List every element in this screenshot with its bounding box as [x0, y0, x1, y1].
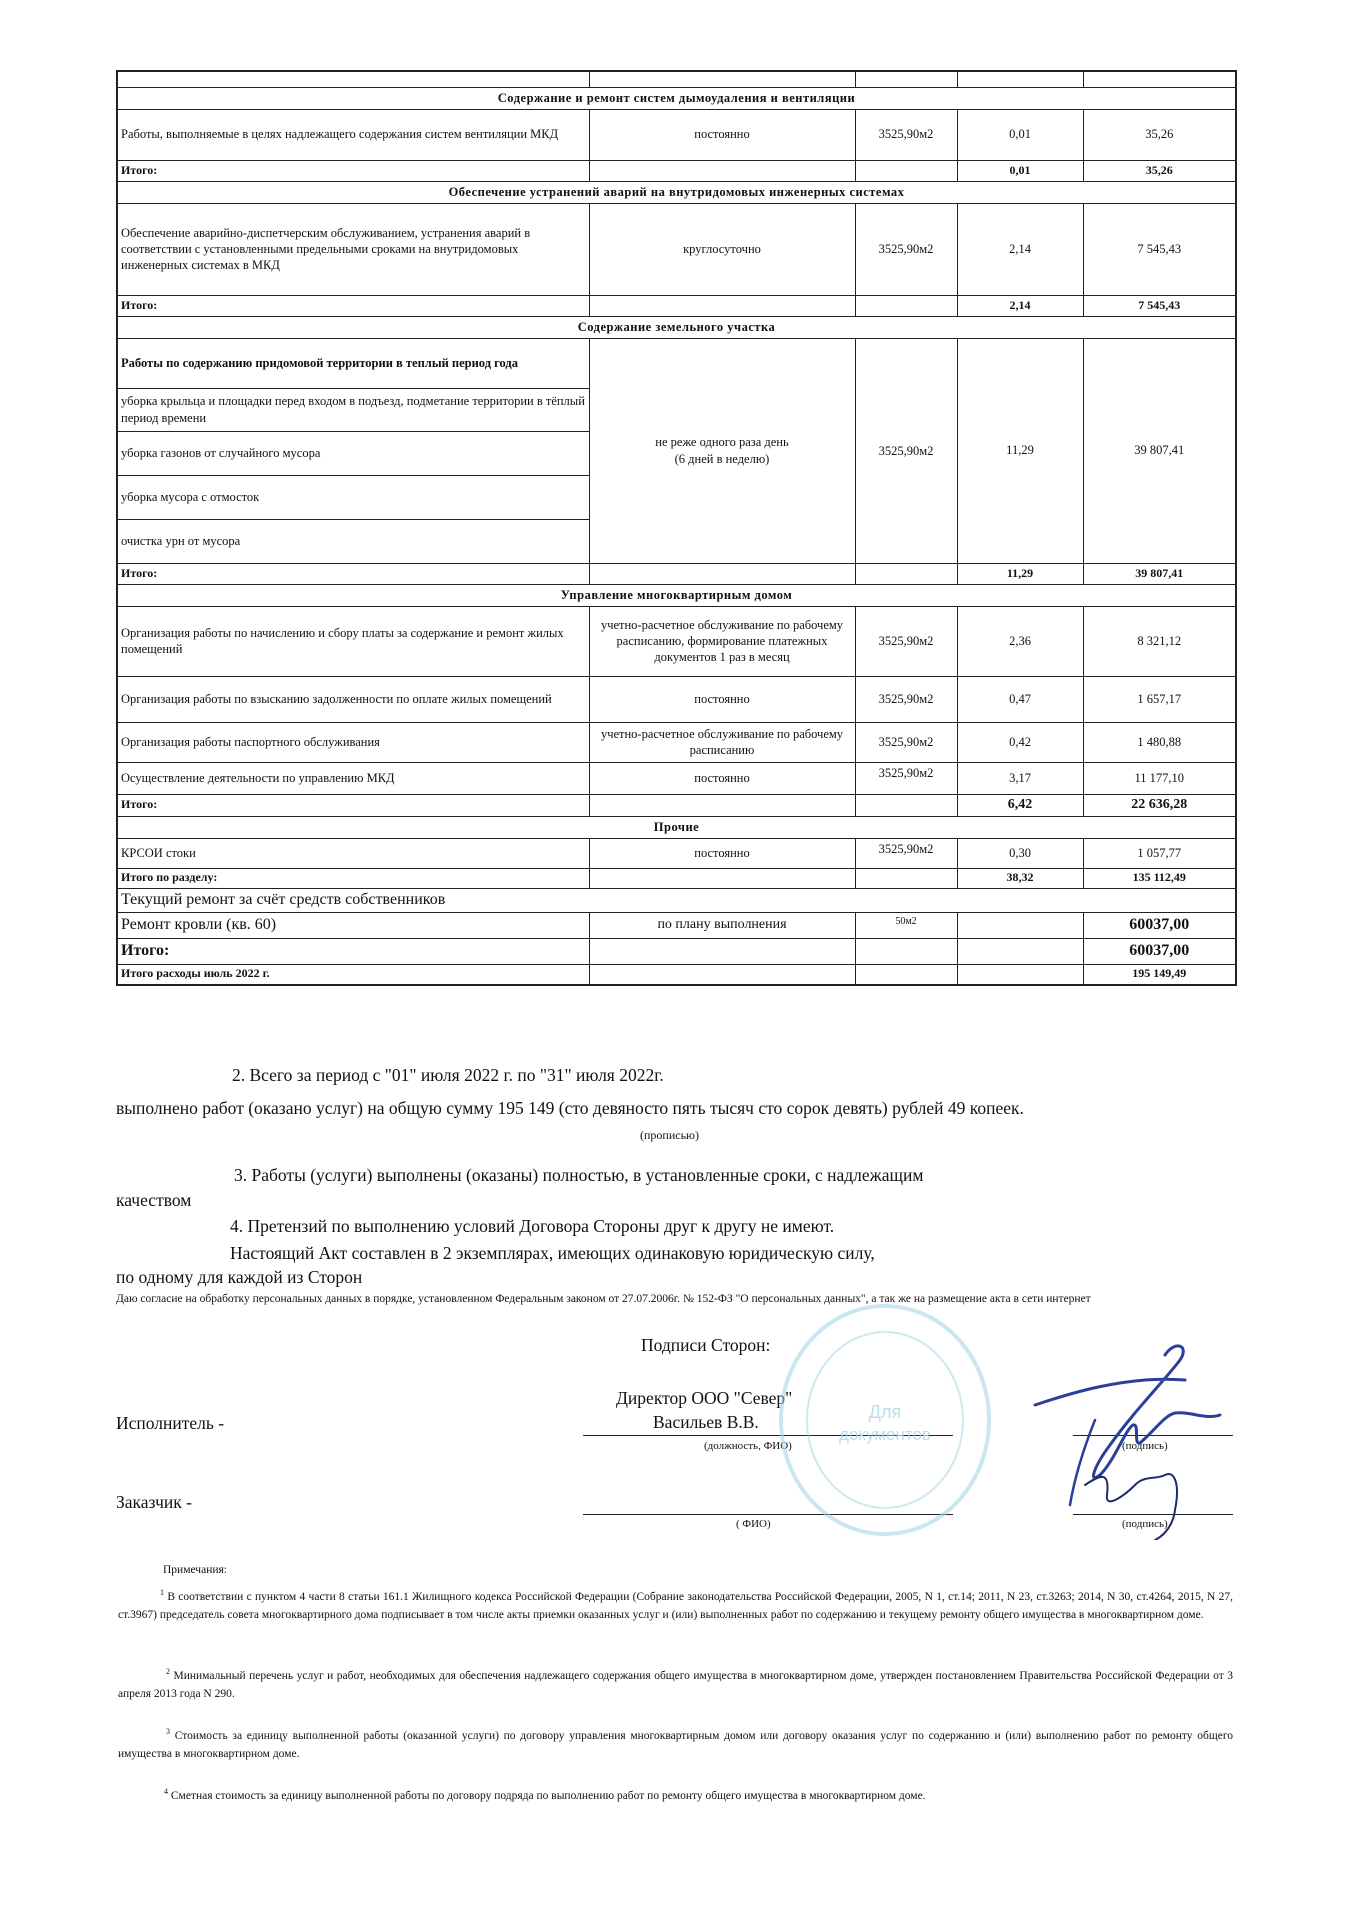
rate-cell: 2,36 — [957, 606, 1083, 676]
grand-total-label: Итого расходы июль 2022 г. — [117, 964, 589, 985]
grand-total-sum: 195 149,49 — [1083, 964, 1236, 985]
personal-data-consent: Даю согласие на обработку персональных данных в порядке, установленном Федеральным законом от 27.07.2006г. № 152-ФЗ "О персональных данных", а так же на размещение акта в сети интернет — [116, 1293, 1091, 1305]
total-rate: 0,01 — [957, 160, 1083, 181]
table-row — [117, 722, 1236, 762]
executor-label: Исполнитель - — [116, 1413, 225, 1433]
total-row — [117, 563, 1236, 584]
frequency-cell: постоянно — [589, 762, 855, 794]
company-stamp — [775, 1300, 995, 1540]
total-row — [117, 160, 1236, 181]
rate-cell: 0,30 — [957, 838, 1083, 868]
area-cell: 3525,90м2 — [855, 722, 957, 762]
note-3 — [118, 1726, 1233, 1763]
section-header — [117, 87, 1236, 109]
note-4-text: Сметная стоимость за единицу выполненной работы по договору подряда по выполнению работ по ремонту общего имущества в многоквартирном доме. — [170, 1789, 926, 1802]
area-cell: 3525,90м2 — [855, 338, 957, 563]
frequency-cell: по плану выполнения — [589, 912, 855, 938]
work-item-cell: уборка мусора с отмосток — [117, 475, 589, 519]
grand-total-row — [117, 964, 1236, 985]
frequency-cell: постоянно — [589, 838, 855, 868]
frequency-cell: постоянно — [589, 109, 855, 160]
note-3-text: Стоимость за единицу выполненной работы (оказанной услуги) по договору управления многоквартирным домом или договору оказания услуг по содержанию и (или) выполнению работ по ремонту общего имущества в многоквартирном доме. — [118, 1729, 1233, 1760]
work-item-cell: уборка газонов от случайного мусора — [117, 431, 589, 475]
customer-label: Заказчик - — [116, 1492, 192, 1512]
work-name-cell: Организация работы паспортного обслуживания — [117, 722, 589, 762]
note-2 — [118, 1666, 1233, 1703]
sum-cell: 8 321,12 — [1083, 606, 1236, 676]
total-label: Итого: — [117, 160, 589, 181]
table-row — [117, 838, 1236, 868]
note-2-text: Минимальный перечень услуг и работ, необходимых для обеспечения надлежащего содержания общего имущества в многоквартирном доме, утвержден постановлением Правительства Российской Федерации от 3 апреля 2013 года N 290. — [118, 1669, 1234, 1700]
sum-cell: 7 545,43 — [1083, 203, 1236, 295]
area-cell: 3525,90м2 — [855, 203, 957, 295]
rate-cell: 11,29 — [957, 338, 1083, 563]
table-row — [117, 676, 1236, 722]
total-rate: 6,42 — [957, 794, 1083, 816]
area-cell: 3525,90м2 — [855, 676, 957, 722]
total-label: Итого: — [117, 794, 589, 816]
work-name-cell: Обеспечение аварийно-диспетчерским обслуживанием, устранения аварий в соответствии с установленными предельными сроками на внутридомовых инженерных системах в МКД — [117, 203, 589, 295]
total-rate: 11,29 — [957, 563, 1083, 584]
work-name-cell: Организация работы по начислению и сбору платы за содержание и ремонт жилых помещений — [117, 606, 589, 676]
customer-caption: ( ФИО) — [736, 1518, 771, 1530]
work-item-cell: уборка крыльца и площадки перед входом в подъезд, подметание территории в тёплый период времени — [117, 388, 589, 431]
table-row — [117, 203, 1236, 295]
total-row — [117, 794, 1236, 816]
note-1-number: 1 — [160, 1588, 164, 1597]
total-row — [117, 295, 1236, 316]
total-sum: 7 545,43 — [1083, 295, 1236, 316]
section-header — [117, 316, 1236, 338]
rate-cell: 0,47 — [957, 676, 1083, 722]
total-label: Итого: — [117, 295, 589, 316]
rate-cell: 2,14 — [957, 203, 1083, 295]
total-sum: 39 807,41 — [1083, 563, 1236, 584]
table-row — [117, 338, 1236, 388]
note-4 — [118, 1786, 1233, 1806]
section-title: Обеспечение устранений аварий на внутридомовых инженерных системах — [117, 181, 1236, 203]
group-header-cell: Работы по содержанию придомовой территории в теплый период года — [117, 338, 589, 388]
sum-cell: 11 177,10 — [1083, 762, 1236, 794]
sum-cell: 39 807,41 — [1083, 338, 1236, 563]
total-sum: 22 636,28 — [1083, 794, 1236, 816]
section-header — [117, 584, 1236, 606]
total-row — [117, 938, 1236, 964]
executor-position: Директор ООО "Север" — [616, 1388, 793, 1408]
paragraph-2-line-1: 2. Всего за период с "01" июля 2022 г. по "31" июля 2022г. — [232, 1065, 664, 1085]
sum-cell: 60037,00 — [1083, 912, 1236, 938]
work-name-cell: Организация работы по взысканию задолженности по оплате жилых помещений — [117, 676, 589, 722]
frequency-cell: учетно-расчетное обслуживание по рабочему расписанию, формирование платежных документов 1 раз в месяц — [589, 606, 855, 676]
paragraph-2-line-2: выполнено работ (оказано услуг) на общую сумму 195 149 (сто девяносто пять тысяч сто сорок девять) рублей 49 копеек. — [116, 1098, 1024, 1118]
services-table — [116, 70, 1237, 986]
sum-cell: 1 480,88 — [1083, 722, 1236, 762]
section-header — [117, 888, 1236, 912]
note-2-number: 2 — [166, 1667, 170, 1676]
note-1-text: В соответствии с пунктом 4 части 8 статьи 161.1 Жилищного кодекса Российской Федерации (Собрание законодательства Российской Федерации, 2005, N 1, ст.14; 2011, N 23, ст.3263; 2014, N 30, ст.4264, 2015, N 27, ст.3967) председатель совета многоквартирного дома подписывает в том числе акты приемки оказанных услуг и (или) выполненных работ по содержанию и текущему ремонту общего имущества в многоквартирном доме. — [118, 1590, 1233, 1621]
table-row — [117, 762, 1236, 794]
section-title: Текущий ремонт за счёт средств собственников — [117, 888, 1236, 912]
section-title: Управление многоквартирным домом — [117, 584, 1236, 606]
table-row — [117, 606, 1236, 676]
section-header — [117, 181, 1236, 203]
executor-name: Васильев В.В. — [653, 1412, 759, 1432]
sum-cell: 1 657,17 — [1083, 676, 1236, 722]
executor-caption: (должность, ФИО) — [704, 1440, 792, 1452]
frequency-cell: не реже одного раза день (6 дней в неделю) — [589, 338, 855, 563]
work-name-cell: Ремонт кровли (кв. 60) — [117, 912, 589, 938]
sum-cell: 35,26 — [1083, 109, 1236, 160]
total-sum: 35,26 — [1083, 160, 1236, 181]
total-label: Итого по разделу: — [117, 868, 589, 888]
area-cell: 3525,90м2 — [855, 109, 957, 160]
area-cell: 3525,90м2 — [855, 762, 957, 794]
work-name-cell: Осуществление деятельности по управлению МКД — [117, 762, 589, 794]
customer-sign-caption: (подпись) — [1122, 1518, 1168, 1530]
note-4-number: 4 — [164, 1787, 168, 1796]
total-rate: 2,14 — [957, 295, 1083, 316]
frequency-cell: постоянно — [589, 676, 855, 722]
table-row — [117, 109, 1236, 160]
work-name-cell: КРСОИ стоки — [117, 838, 589, 868]
sum-cell: 1 057,77 — [1083, 838, 1236, 868]
handwritten-signature — [1015, 1335, 1235, 1540]
paragraph-5-line-2: по одному для каждой из Сторон — [116, 1267, 363, 1287]
amount-in-words-caption: (прописью) — [640, 1128, 700, 1142]
paragraph-5-line-1: Настоящий Акт составлен в 2 экземплярах, имеющих одинаковую юридическую силу, — [230, 1243, 875, 1263]
total-sum: 135 112,49 — [1083, 868, 1236, 888]
notes-heading: Примечания: — [163, 1564, 227, 1576]
area-cell: 3525,90м2 — [855, 838, 957, 868]
table-top-row — [117, 71, 1236, 87]
signatures-heading: Подписи Сторон: — [641, 1335, 771, 1355]
paragraph-4: 4. Претензий по выполнению условий Договора Стороны друг к другу не имеют. — [230, 1216, 835, 1236]
section-header — [117, 816, 1236, 838]
section-title: Прочие — [117, 816, 1236, 838]
executor-sign-caption: (подпись) — [1122, 1440, 1168, 1452]
paragraph-3-line-2: качеством — [116, 1190, 192, 1210]
frequency-cell: учетно-расчетное обслуживание по рабочему расписанию — [589, 722, 855, 762]
total-row — [117, 868, 1236, 888]
stamp-text-line-2: документов — [839, 1425, 931, 1444]
rate-cell: 0,01 — [957, 109, 1083, 160]
stamp-text-line-1: Для — [868, 1402, 902, 1422]
work-item-cell: очистка урн от мусора — [117, 519, 589, 563]
note-3-number: 3 — [166, 1727, 170, 1736]
note-1 — [118, 1587, 1233, 1624]
section-title: Содержание и ремонт систем дымоудаления и вентиляции — [117, 87, 1236, 109]
area-cell: 50м2 — [855, 912, 957, 938]
rate-cell: 0,42 — [957, 722, 1083, 762]
paragraph-3-line-1: 3. Работы (услуги) выполнены (оказаны) полностью, в установленные сроки, с надлежащим — [234, 1165, 924, 1185]
section-title: Содержание земельного участка — [117, 316, 1236, 338]
total-label: Итого: — [117, 563, 589, 584]
total-sum: 60037,00 — [1083, 938, 1236, 964]
table-row — [117, 912, 1236, 938]
rate-cell: 3,17 — [957, 762, 1083, 794]
area-cell: 3525,90м2 — [855, 606, 957, 676]
total-label: Итого: — [117, 938, 589, 964]
frequency-cell: круглосуточно — [589, 203, 855, 295]
total-rate: 38,32 — [957, 868, 1083, 888]
work-name-cell: Работы, выполняемые в целях надлежащего содержания систем вентиляции МКД — [117, 109, 589, 160]
